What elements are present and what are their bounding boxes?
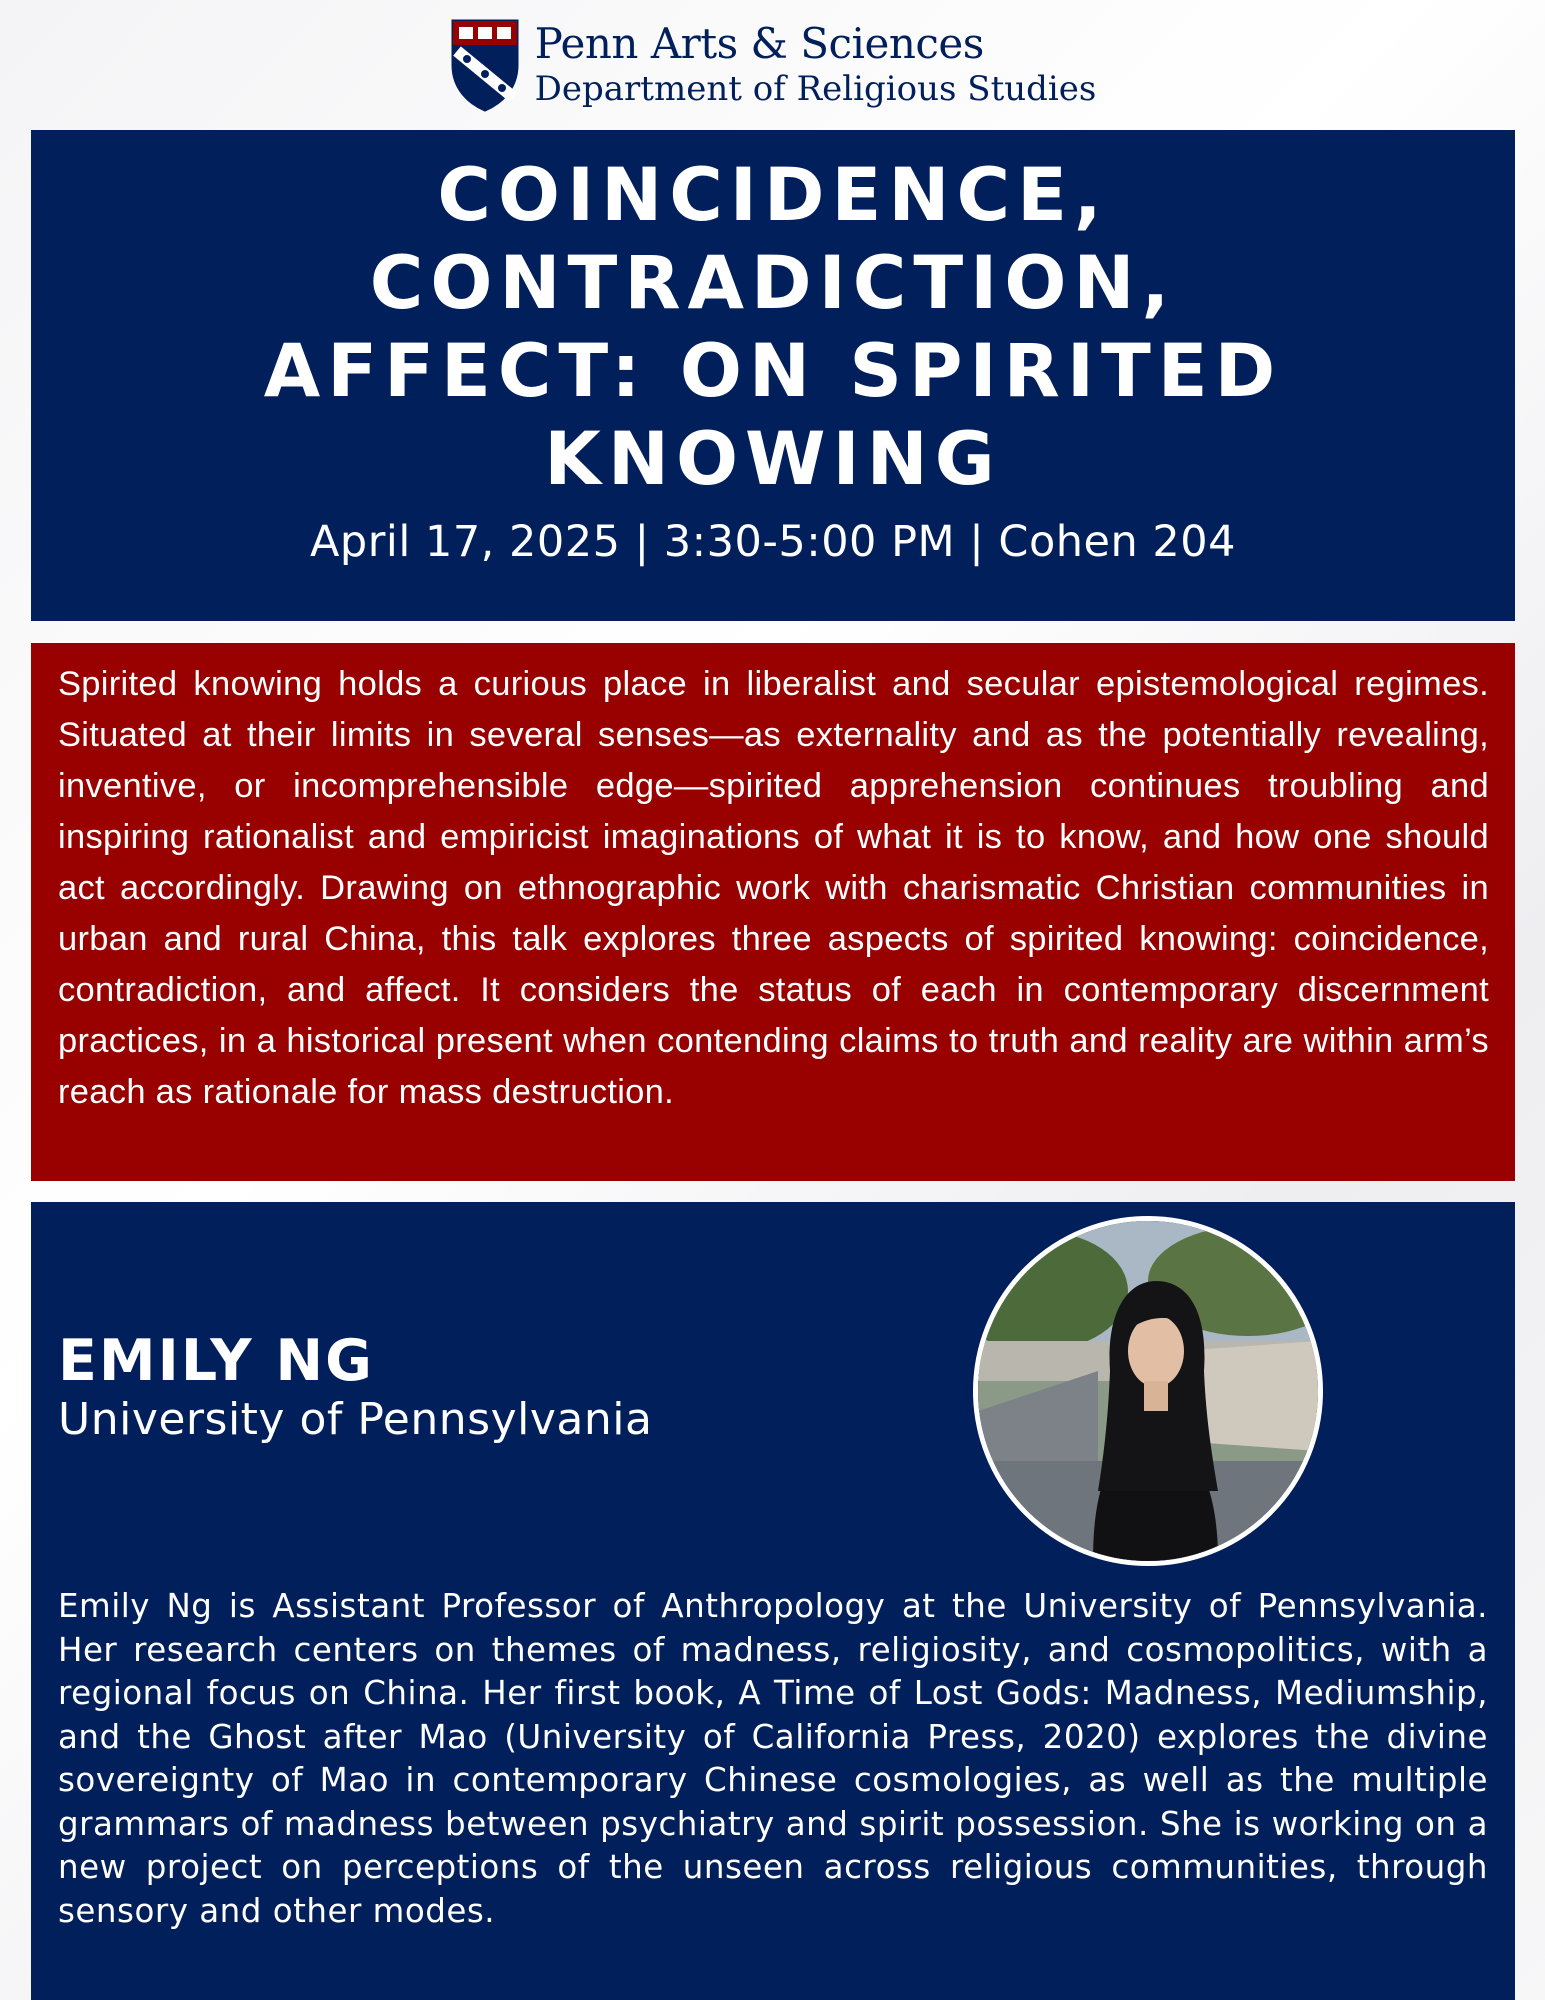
title-panel	[31, 130, 1515, 621]
speaker-panel	[31, 1202, 1515, 2000]
speaker-photo	[973, 1216, 1323, 1566]
portrait-image	[978, 1221, 1318, 1561]
event-title-line: AFFECT: ON SPIRITED	[263, 329, 1283, 414]
brand-line-2: Department of Religious Studies	[534, 69, 1097, 109]
event-title	[71, 152, 1475, 504]
event-title-line: KNOWING	[544, 417, 1002, 502]
speaker-bio: Emily Ng is Assistant Professor of Anthropology at the University of Pennsylvania. Her research centers on themes of madness, religiosity, and cosmopolitics, with a regional focus on China. Her first book, A Time of Lost Gods: Madness, Mediumship, and the Ghost after Mao (University of California Press, 2020) explores the divine sovereignty of Mao in contemporary Chinese cosmologies, as well as the multiple grammars of madness between psychiatry and spirit possession. She is working on a new project on perceptions of the unseen across religious communities, through sensory and other modes.	[58, 1587, 1488, 1930]
brand-text	[535, 20, 1097, 110]
event-title-line: COINCIDENCE,	[437, 153, 1109, 238]
brand-lockup[interactable]	[449, 17, 1097, 113]
abstract-panel	[31, 643, 1515, 1181]
brand-line-1: Penn Arts & Sciences	[534, 19, 984, 68]
header	[0, 0, 1545, 130]
event-title-line: CONTRADICTION,	[369, 241, 1177, 326]
speaker-name: EMILY NG	[58, 1328, 374, 1394]
penn-shield-icon	[449, 17, 521, 113]
event-date-time-location: April 17, 2025 | 3:30-5:00 PM | Cohen 204	[310, 517, 1236, 567]
speaker-affiliation: University of Pennsylvania	[58, 1394, 653, 1445]
abstract-text: Spirited knowing holds a curious place in liberalist and secular epistemological regimes. Situated at their limits in several senses—as externality and as the potentially revealing, inventive, or incomprehensible edge—spirited apprehension continues troubling and inspiring rationalist and empiricist imaginations of what it is to know, and how one should act accordingly. Drawing on ethnographic work with charismatic Christian communities in urban and rural China, this talk explores three aspects of spirited knowing: coincidence, contradiction, and affect. It considers the status of each in contemporary discernment practices, in a historical present when contending claims to truth and reality are within arm’s reach as rationale for mass destruction.	[58, 665, 1489, 1111]
